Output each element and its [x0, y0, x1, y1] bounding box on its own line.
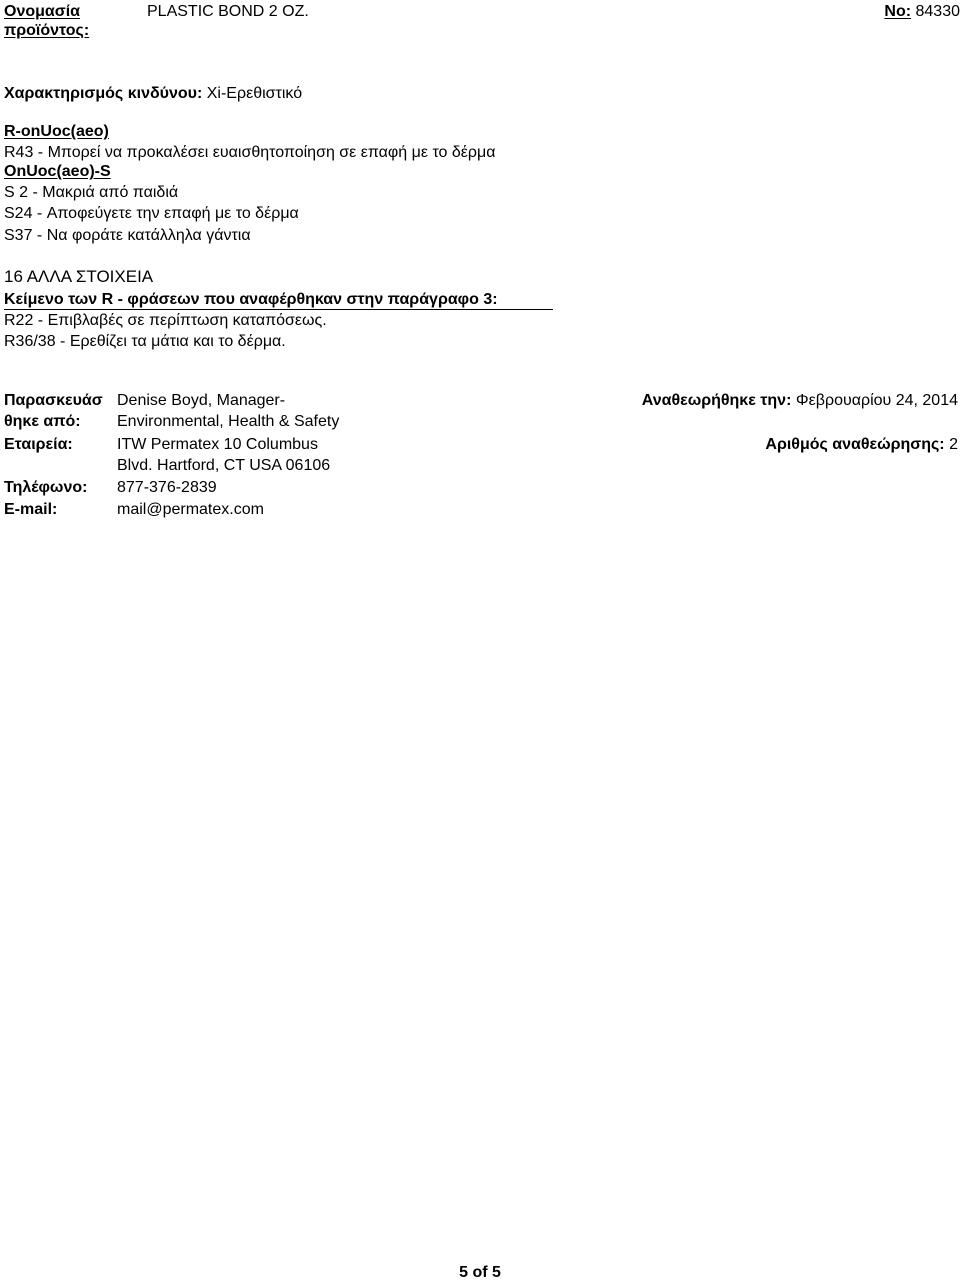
company-value-line1: ITW Permatex 10 Columbus: [117, 435, 318, 454]
phone-label: Τηλέφωνο:: [4, 478, 87, 497]
document-number-value: 84330: [916, 3, 960, 20]
hazard-value: Xi-Ερεθιστικό: [207, 85, 302, 102]
revision-number-value: 2: [949, 436, 958, 453]
phone-value: 877-376-2839: [117, 478, 217, 497]
revision-number-label: Αριθμός αναθεώρησης:: [765, 436, 944, 453]
product-name-label: Ονομασία προϊόντος:: [4, 2, 114, 40]
prepared-by-value-line1: Denise Boyd, Manager-: [117, 391, 285, 410]
section-16-title: 16 ΑΛΛΑ ΣΤΟΙΧΕΙΑ: [4, 267, 153, 286]
s-phrase-item: S24 - Αποφεύγετε την επαφή με το δέρμα: [4, 204, 299, 223]
email-value[interactable]: mail@permatex.com: [117, 500, 264, 519]
revised-date-label: Αναθεωρήθηκε την:: [642, 392, 792, 409]
section-16-item: R22 - Επιβλαβές σε περίπτωση καταπόσεως.: [4, 311, 327, 330]
prepared-by-label-line1: Παρασκευάσ: [4, 391, 103, 410]
revised-date-value: Φεβρουαρίου 24, 2014: [796, 392, 958, 409]
s-phrase-item: S 2 - Μακριά από παιδιά: [4, 183, 178, 202]
revised-date: [642, 391, 958, 410]
product-name: PLASTIC BOND 2 OZ.: [147, 2, 309, 21]
r-phrase-item: R43 - Μπορεί να προκαλέσει ευαισθητοποίηση σε επαφή με το δέρμα: [4, 143, 496, 162]
hazard-classification: [4, 84, 302, 103]
company-label: Εταιρεία:: [4, 435, 73, 454]
email-label: E-mail:: [4, 500, 57, 519]
section-16-rule: [4, 309, 553, 310]
r-phrases-heading: R-onUoc(aeo): [4, 122, 109, 141]
s-phrases-heading: OnUoc(aeo)-S: [4, 162, 111, 181]
company-value-line2: Blvd. Hartford, CT USA 06106: [117, 456, 330, 475]
document-number-label: No:: [884, 3, 911, 20]
prepared-by-label-line2: θηκε από:: [4, 412, 81, 431]
section-16-item: R36/38 - Ερεθίζει τα μάτια και το δέρμα.: [4, 332, 286, 351]
page-number: 5 of 5: [0, 1263, 960, 1282]
prepared-by-value-line2: Environmental, Health & Safety: [117, 412, 339, 431]
revision-number: [765, 435, 958, 454]
document-number: [884, 2, 960, 21]
section-16-subtitle: Κείμενο των R - φράσεων που αναφέρθηκαν στην παράγραφο 3:: [4, 290, 498, 309]
hazard-label: Χαρακτηρισμός κινδύνου:: [4, 85, 202, 102]
s-phrase-item: S37 - Να φοράτε κατάλληλα γάντια: [4, 226, 251, 245]
